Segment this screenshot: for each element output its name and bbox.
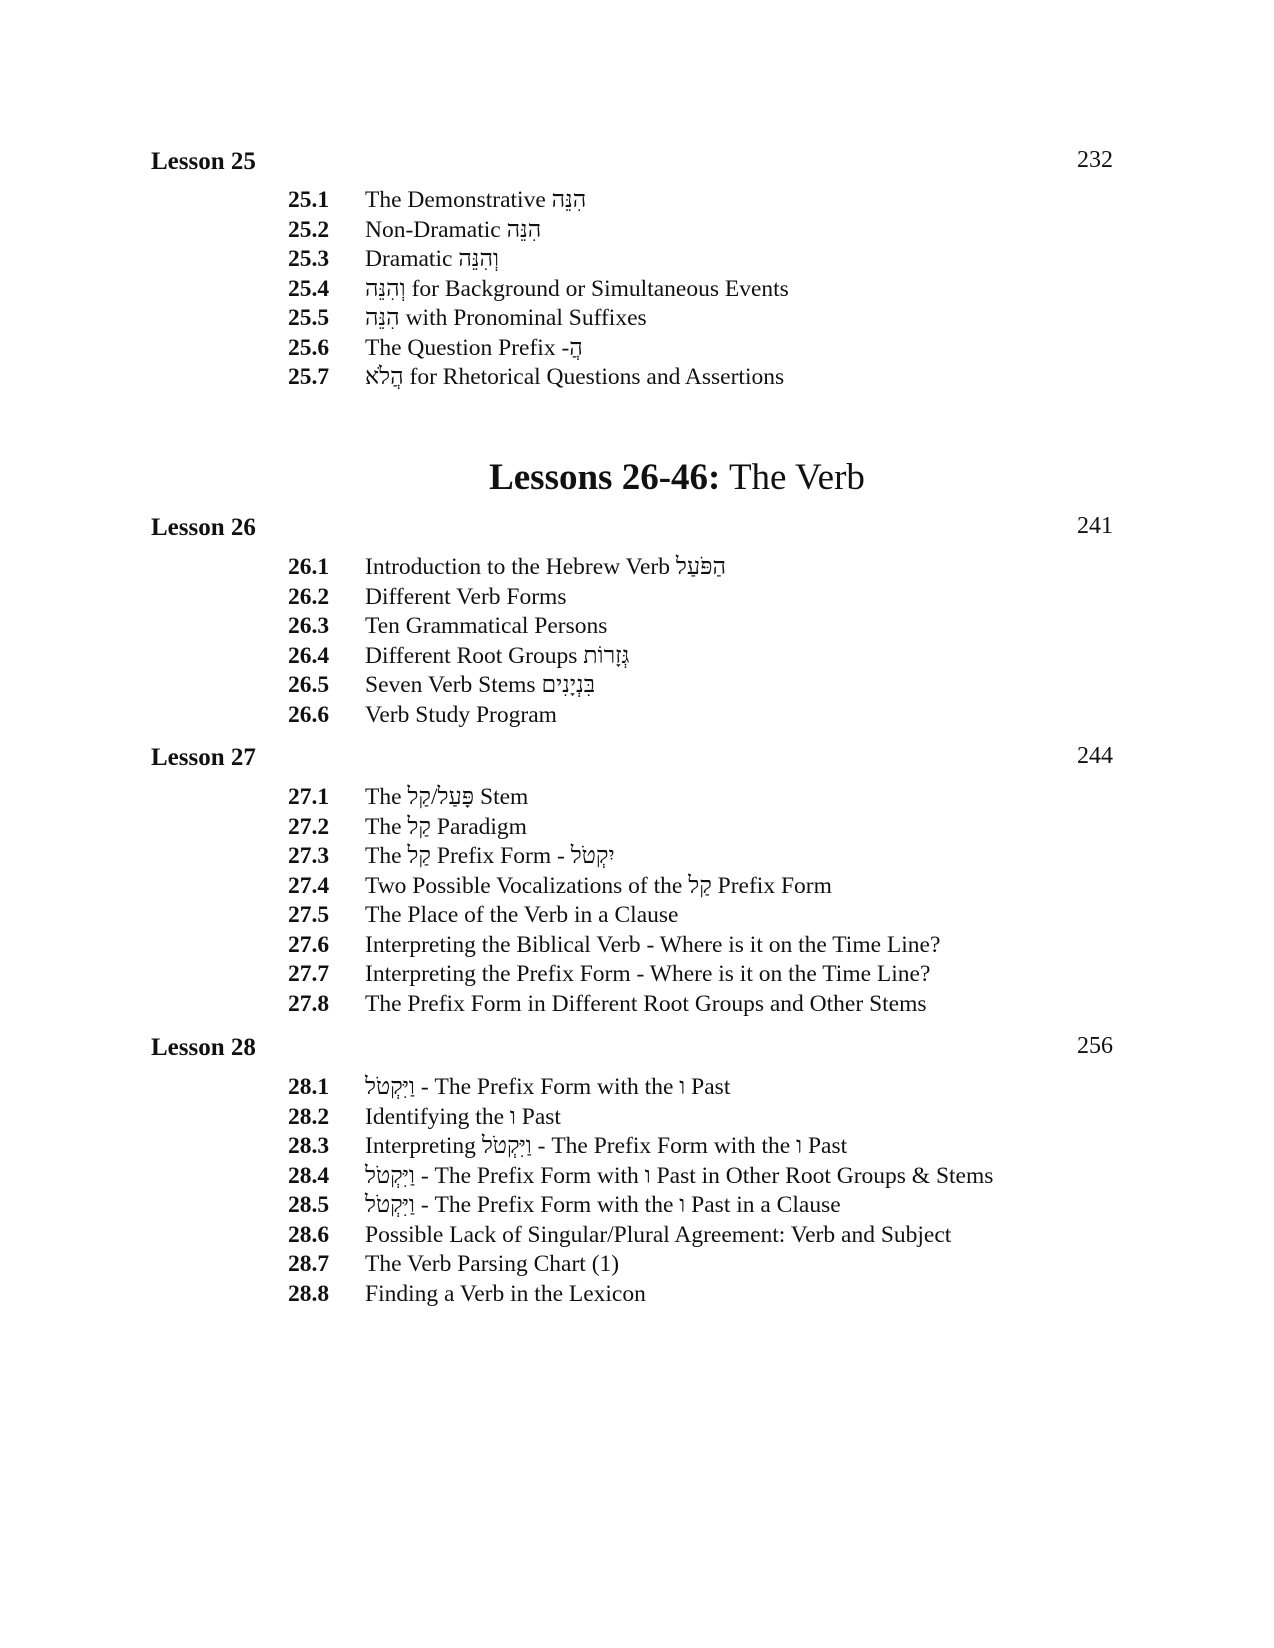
section-number: 26.1 bbox=[288, 554, 330, 580]
section-row bbox=[288, 304, 1088, 334]
section-title: Verb Study Program bbox=[365, 701, 557, 728]
lesson-page-number: 232 bbox=[1077, 147, 1113, 173]
lesson-title: Lesson 27 bbox=[151, 744, 256, 771]
section-title: Two Possible Vocalizations of the קַל Prefix Form bbox=[365, 872, 832, 899]
section-row bbox=[288, 783, 1088, 813]
section-row bbox=[288, 334, 1088, 364]
section-row bbox=[288, 1221, 1088, 1251]
section-title: Different Verb Forms bbox=[365, 583, 567, 610]
section-title: Non-Dramatic הִנֵּה bbox=[365, 216, 542, 243]
section-number: 27.5 bbox=[288, 902, 330, 928]
section-number: 26.2 bbox=[288, 583, 330, 610]
section-row bbox=[288, 701, 1088, 731]
section-title: The Prefix Form in Different Root Groups and Other Stems bbox=[365, 990, 927, 1017]
section-number: 28.5 bbox=[288, 1192, 330, 1218]
section-row bbox=[288, 216, 1088, 246]
section-title: וַיִּקְטֹל - The Prefix Form with the ו Past in a Clause bbox=[365, 1192, 841, 1218]
lesson-page-number: 241 bbox=[1077, 513, 1113, 539]
section-number: 26.4 bbox=[288, 642, 330, 669]
section-title: וְהִנֵּה for Background or Simultaneous Events bbox=[365, 275, 789, 302]
lesson-title: Lesson 28 bbox=[151, 1034, 256, 1061]
section-number: 28.2 bbox=[288, 1103, 330, 1130]
section-row bbox=[288, 901, 1088, 931]
section-number: 27.6 bbox=[288, 931, 330, 958]
section-row bbox=[288, 612, 1088, 642]
part-title-name: The Verb bbox=[728, 457, 865, 498]
section-number: 25.4 bbox=[288, 275, 330, 302]
section-number: 26.3 bbox=[288, 613, 330, 639]
section-row bbox=[288, 1250, 1088, 1280]
section-title: Seven Verb Stems בִּנְיָנִים bbox=[365, 672, 596, 698]
section-row bbox=[288, 1162, 1088, 1192]
lesson-header-28 bbox=[151, 1031, 1113, 1065]
section-title: The Place of the Verb in a Clause bbox=[365, 902, 679, 928]
section-number: 25.6 bbox=[288, 334, 330, 361]
part-title-range: Lessons 26-46: bbox=[489, 457, 721, 498]
section-number: 27.1 bbox=[288, 784, 330, 810]
section-row bbox=[288, 1103, 1088, 1133]
section-row bbox=[288, 245, 1088, 275]
section-title: Possible Lack of Singular/Plural Agreement: Verb and Subject bbox=[365, 1221, 952, 1248]
section-row bbox=[288, 1073, 1088, 1103]
section-row bbox=[288, 553, 1088, 583]
lesson-header-25 bbox=[151, 145, 1113, 179]
section-number: 25.5 bbox=[288, 305, 330, 331]
section-title: Dramatic וְהִנֵּה bbox=[365, 246, 500, 272]
section-title: וַיִּקְטֹל - The Prefix Form with the ו Past bbox=[365, 1074, 731, 1100]
section-row bbox=[288, 960, 1088, 990]
section-title: The Demonstrative הִנֵּה bbox=[365, 187, 587, 213]
section-number: 27.3 bbox=[288, 843, 330, 869]
section-title: Ten Grammatical Persons bbox=[365, 613, 608, 639]
section-row bbox=[288, 642, 1088, 672]
section-number: 28.6 bbox=[288, 1221, 330, 1248]
section-number: 28.1 bbox=[288, 1074, 330, 1100]
section-list-28 bbox=[288, 1073, 1088, 1309]
lesson-title: Lesson 26 bbox=[151, 514, 256, 541]
section-row bbox=[288, 1191, 1088, 1221]
section-title: הִנֵּה with Pronominal Suffixes bbox=[365, 305, 647, 331]
section-title: The פָּעַל/קַל Stem bbox=[365, 784, 529, 810]
lesson-page-number: 244 bbox=[1077, 743, 1113, 769]
section-row bbox=[288, 275, 1088, 305]
section-row bbox=[288, 583, 1088, 613]
section-title: The Question Prefix -הֲ bbox=[365, 334, 583, 361]
section-number: 25.2 bbox=[288, 216, 330, 243]
section-row bbox=[288, 186, 1088, 216]
part-title bbox=[0, 455, 1274, 501]
section-title: Interpreting the Biblical Verb - Where is it on the Time Line? bbox=[365, 931, 941, 958]
section-row bbox=[288, 842, 1088, 872]
lesson-page-number: 256 bbox=[1077, 1033, 1113, 1059]
section-title: Interpreting וַיִּקְטֹל - The Prefix Form with the ו Past bbox=[365, 1133, 848, 1159]
lesson-title: Lesson 25 bbox=[151, 148, 256, 175]
section-row bbox=[288, 1280, 1088, 1310]
section-row bbox=[288, 872, 1088, 902]
section-row bbox=[288, 990, 1088, 1020]
section-row bbox=[288, 671, 1088, 701]
section-title: Finding a Verb in the Lexicon bbox=[365, 1280, 646, 1307]
section-list-26 bbox=[288, 553, 1088, 730]
section-title: Interpreting the Prefix Form - Where is it on the Time Line? bbox=[365, 961, 931, 987]
section-title: The Verb Parsing Chart (1) bbox=[365, 1251, 620, 1277]
section-title: Identifying the ו Past bbox=[365, 1103, 561, 1130]
section-number: 28.7 bbox=[288, 1251, 330, 1277]
section-title: הֲלֹא for Rhetorical Questions and Assertions bbox=[365, 364, 785, 390]
section-row bbox=[288, 363, 1088, 393]
section-number: 25.3 bbox=[288, 246, 330, 272]
section-number: 27.4 bbox=[288, 872, 330, 899]
section-row bbox=[288, 1132, 1088, 1162]
section-number: 27.7 bbox=[288, 961, 330, 987]
section-title: The קַל Prefix Form - יִקְטֹל bbox=[365, 843, 615, 869]
section-list-25 bbox=[288, 186, 1088, 393]
section-number: 27.8 bbox=[288, 990, 330, 1017]
section-list-27 bbox=[288, 783, 1088, 1019]
section-number: 25.7 bbox=[288, 364, 330, 390]
section-row bbox=[288, 931, 1088, 961]
section-row bbox=[288, 813, 1088, 843]
section-number: 28.3 bbox=[288, 1133, 330, 1159]
section-number: 28.4 bbox=[288, 1162, 330, 1189]
section-number: 27.2 bbox=[288, 813, 330, 840]
section-title: Different Root Groups גְּזָרוֹת bbox=[365, 642, 630, 669]
section-number: 28.8 bbox=[288, 1280, 330, 1307]
lesson-header-26 bbox=[151, 511, 1113, 545]
section-number: 26.5 bbox=[288, 672, 330, 698]
section-title: Introduction to the Hebrew Verb הַפֹּעַל bbox=[365, 554, 726, 580]
section-number: 25.1 bbox=[288, 187, 330, 213]
section-number: 26.6 bbox=[288, 701, 330, 728]
section-title: The קַל Paradigm bbox=[365, 813, 527, 840]
lesson-header-27 bbox=[151, 741, 1113, 775]
section-title: וַיִּקְטֹל - The Prefix Form with ו Past in Other Root Groups & Stems bbox=[365, 1162, 994, 1189]
